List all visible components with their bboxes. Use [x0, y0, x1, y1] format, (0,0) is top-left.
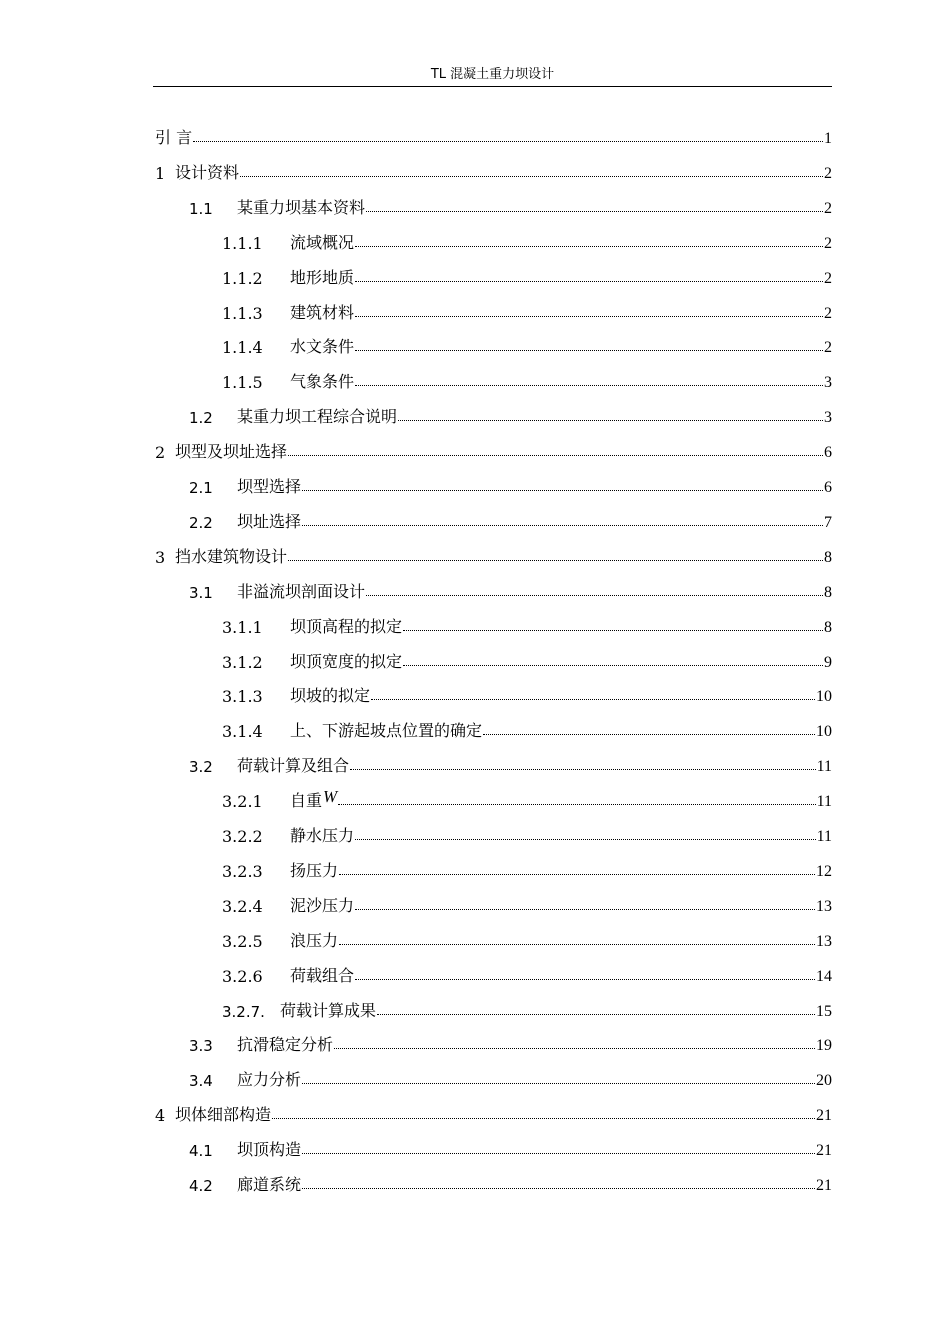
toc-entry-page: 11: [816, 828, 832, 845]
toc-entry-page: 6: [824, 479, 832, 496]
toc-dot-leader: [355, 385, 823, 386]
toc-entry-page: 8: [824, 548, 832, 566]
toc-entry-page: 2: [824, 164, 832, 182]
toc-entry[interactable]: [222, 322, 832, 357]
toc-entry-number: 3.2.5: [222, 931, 263, 951]
toc-entry-number: 1.1.2: [222, 268, 263, 288]
toc-dot-leader: [240, 176, 823, 177]
toc-dot-leader: [193, 141, 823, 142]
toc-entry-page: 14: [816, 967, 832, 985]
toc-entry-title: 荷载计算及组合: [237, 756, 350, 776]
toc-entry[interactable]: [155, 532, 832, 567]
toc-entry-number: 2: [155, 443, 166, 463]
toc-dot-leader: [355, 839, 816, 840]
toc-entry[interactable]: [189, 1055, 832, 1090]
toc-entry-page: 13: [816, 897, 832, 915]
toc-entry[interactable]: [222, 218, 832, 253]
toc-entry[interactable]: [189, 392, 832, 427]
toc-entry-title: 坝型选择: [237, 477, 302, 496]
toc-dot-leader: [302, 490, 823, 491]
toc-entry-title: 应力分析: [237, 1070, 302, 1090]
toc-dot-leader: [338, 804, 815, 805]
toc-entry-page: 20: [816, 1072, 832, 1090]
toc-dot-leader: [403, 630, 823, 631]
toc-entry[interactable]: [189, 1125, 832, 1160]
toc-entry-number: 3.1.4: [222, 722, 263, 742]
toc-entry-page: 19: [816, 1037, 832, 1055]
toc-dot-leader: [339, 874, 815, 875]
toc-entry[interactable]: [222, 951, 832, 986]
toc-dot-leader: [302, 525, 823, 526]
toc-entry[interactable]: [222, 253, 832, 288]
toc-entry[interactable]: [155, 1090, 832, 1125]
toc-entry-number: 1.2: [189, 409, 213, 428]
toc-entry[interactable]: [222, 288, 832, 323]
toc-entry-number: 2.1: [189, 479, 213, 497]
toc-entry-page: 21: [816, 1177, 832, 1194]
toc-entry-number: 1: [155, 163, 166, 183]
toc-entry[interactable]: [222, 986, 832, 1021]
toc-entry[interactable]: [222, 671, 832, 706]
toc-entry-page: 2: [824, 269, 832, 287]
toc-entry-title: 地形地质: [290, 267, 355, 287]
toc-entry-page: 2: [824, 234, 832, 252]
toc-dot-leader: [288, 455, 823, 456]
toc-entry-title: 坝型及坝址选择: [175, 442, 288, 462]
header-title: TL 混凝土重力坝设计: [430, 67, 555, 82]
toc-dot-leader: [355, 979, 815, 980]
toc-dot-leader: [355, 281, 823, 282]
toc-entry-number: 3.4: [189, 1072, 213, 1091]
toc-entry-title: 坝顶构造: [237, 1140, 302, 1160]
toc-entry[interactable]: [155, 427, 832, 462]
toc-entry-number: 4.1: [189, 1142, 213, 1161]
toc-entry[interactable]: [222, 811, 832, 846]
toc-entry[interactable]: [189, 497, 832, 532]
toc-dot-leader: [302, 1083, 815, 1084]
toc-entry[interactable]: [155, 113, 832, 148]
toc-dot-leader: [339, 944, 815, 945]
toc-entry-number: 1.1.3: [222, 303, 263, 323]
toc-entry-number: 2.2: [189, 513, 213, 532]
toc-entry-title: 坝坡的拟定: [290, 686, 371, 706]
toc-entry-number: 3.3: [189, 1037, 213, 1056]
toc-entry-title: 气象条件: [290, 372, 355, 392]
toc-dot-leader: [377, 1014, 815, 1015]
toc-entry-number: 3.1.3: [222, 687, 263, 707]
toc-dot-leader: [371, 699, 815, 700]
toc-dot-leader: [272, 1118, 815, 1119]
toc-entry-title: 流域概况: [290, 232, 355, 252]
toc-entry-page: 21: [816, 1107, 832, 1125]
toc-entry-page: 1: [824, 130, 832, 147]
toc-dot-leader: [483, 734, 815, 735]
toc-dot-leader: [288, 560, 823, 561]
toc-entry[interactable]: [222, 846, 832, 881]
toc-dot-leader: [355, 246, 823, 247]
toc-entry[interactable]: [222, 637, 832, 672]
toc-entry-title: 上、下游起坡点位置的确定: [290, 721, 483, 741]
toc-entry[interactable]: [189, 183, 832, 218]
toc-dot-leader: [366, 211, 823, 212]
toc-entry[interactable]: [189, 462, 832, 497]
toc-entry-page: 3: [824, 409, 832, 427]
toc-entry-number: 3.1.2: [222, 652, 263, 672]
toc-entry[interactable]: [189, 741, 832, 776]
toc-entry[interactable]: [222, 357, 832, 392]
toc-entry-symbol: W: [323, 787, 338, 807]
toc-entry-number: 3.2.4: [222, 896, 263, 916]
toc-entry-page: 12: [816, 862, 832, 880]
toc-entry-page: 9: [824, 653, 832, 671]
toc-entry-title: 引 言: [155, 128, 193, 147]
toc-entry-title: 荷载组合: [290, 965, 355, 985]
toc-entry-page: 10: [816, 723, 832, 741]
toc-entry[interactable]: [222, 916, 832, 951]
toc-entry-page: 2: [824, 199, 832, 217]
toc-dot-leader: [350, 769, 816, 770]
toc-entry-title: 设计资料: [175, 162, 240, 182]
toc-entry-title: 廊道系统: [237, 1175, 302, 1194]
toc-entry-number: 1.1.5: [222, 373, 263, 393]
toc-entry[interactable]: [189, 1160, 832, 1195]
toc-entry-number: 1.1.1: [222, 233, 263, 253]
toc-entry[interactable]: [222, 881, 832, 916]
toc-entry-title: 坝体细部构造: [175, 1105, 272, 1125]
toc-entry-number: 3.2.2: [222, 827, 263, 846]
toc-entry-title: 挡水建筑物设计: [175, 546, 288, 566]
toc-entry-number: 3.1.1: [222, 617, 263, 637]
toc-entry-page: 21: [816, 1142, 832, 1160]
toc-entry-number: 4.2: [189, 1177, 213, 1195]
toc-entry-title: 某重力坝工程综合说明: [237, 407, 398, 427]
toc-entry-page: 3: [824, 374, 832, 392]
toc-dot-leader: [355, 909, 815, 910]
toc-entry-number: 3: [155, 547, 166, 567]
toc-entry-title: 水文条件: [290, 337, 355, 357]
toc-entry-page: 8: [824, 618, 832, 636]
toc-entry-title: 某重力坝基本资料: [237, 197, 366, 217]
toc-entry-title: 泥沙压力: [290, 895, 355, 915]
toc-dot-leader: [398, 420, 823, 421]
toc-entry-number: 4: [155, 1106, 166, 1126]
toc-entry-title: 坝顶高程的拟定: [290, 616, 403, 636]
toc-entry-number: 1.1.4: [222, 338, 263, 358]
toc-entry-page: 13: [816, 932, 832, 950]
toc-entry-page: 2: [824, 339, 832, 357]
toc-entry-page: 6: [824, 444, 832, 462]
toc-entry[interactable]: [189, 1020, 832, 1055]
toc-entry-title: 荷载计算成果: [280, 1000, 377, 1020]
toc-dot-leader: [366, 595, 823, 596]
toc-entry-number: 3.2.1: [222, 792, 263, 812]
toc-dot-leader: [302, 1188, 815, 1189]
toc-entry-page: 11: [816, 758, 832, 776]
toc-entry[interactable]: [155, 148, 832, 183]
toc-entry-title: 坝址选择: [237, 511, 302, 531]
toc-entry[interactable]: [222, 706, 832, 741]
toc-entry-title: 坝顶宽度的拟定: [290, 651, 403, 671]
toc-entry-number: 3.2.7.: [222, 1002, 265, 1021]
toc-entry-page: 15: [816, 1002, 832, 1020]
toc-entry-page: 8: [824, 583, 832, 601]
toc-entry-title: 抗滑稳定分析: [237, 1035, 334, 1055]
toc-dot-leader: [355, 316, 823, 317]
toc-entry-page: 10: [816, 688, 832, 706]
toc-entry-title: 自重: [290, 791, 323, 811]
toc-dot-leader: [334, 1048, 815, 1049]
toc-entry[interactable]: [189, 567, 832, 602]
toc-dot-leader: [302, 1153, 815, 1154]
toc-dot-leader: [355, 350, 823, 351]
toc-entry-title: 建筑材料: [290, 302, 355, 322]
toc-entry-title: 静水压力: [290, 826, 355, 845]
toc-entry-number: 3.2.3: [222, 861, 263, 881]
toc-entry-number: 3.2.6: [222, 966, 263, 986]
toc-entry-title: 浪压力: [290, 930, 339, 950]
toc-entry-page: 7: [824, 513, 832, 531]
toc-entry[interactable]: [222, 776, 832, 811]
toc-entry-number: 3.1: [189, 583, 213, 602]
toc-dot-leader: [403, 665, 823, 666]
page-header: [153, 64, 832, 87]
toc-entry-number: 1.1: [189, 199, 213, 218]
toc-entry-page: 11: [816, 793, 832, 811]
toc-entry-title: 扬压力: [290, 860, 339, 880]
toc-entry-page: 2: [824, 304, 832, 322]
toc-entry[interactable]: [222, 602, 832, 637]
toc-entry-title: 非溢流坝剖面设计: [237, 581, 366, 601]
toc-entry-number: 3.2: [189, 758, 213, 777]
